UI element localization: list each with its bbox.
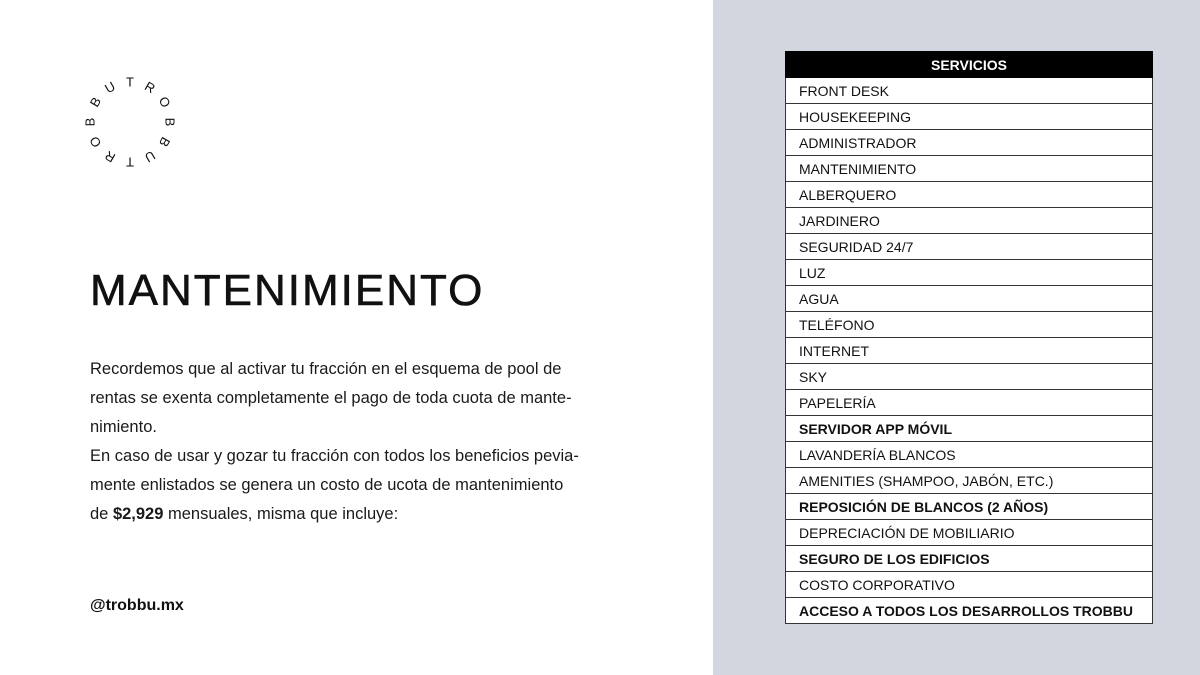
service-item: JARDINERO <box>786 208 1153 234</box>
service-item: FRONT DESK <box>786 78 1153 104</box>
table-row <box>786 286 1153 312</box>
table-row <box>786 208 1153 234</box>
logo-letter: U <box>102 78 118 97</box>
table-row <box>786 416 1153 442</box>
paragraph-2-line-1: En caso de usar y gozar tu fracción con todos los beneficios pevia- <box>90 447 579 465</box>
services-header: SERVICIOS <box>786 52 1153 78</box>
paragraph-2-line-3-prefix: de <box>90 505 113 523</box>
table-row <box>786 572 1153 598</box>
service-item: HOUSEKEEPING <box>786 104 1153 130</box>
table-row <box>786 390 1153 416</box>
maintenance-amount: $2,929 <box>112 505 164 523</box>
service-item: DEPRECIACIÓN DE MOBILIARIO <box>786 520 1153 546</box>
table-row <box>786 598 1153 624</box>
logo-letter: B <box>86 94 105 110</box>
trobbu-logo <box>78 70 182 174</box>
services-table <box>785 51 1153 624</box>
description <box>90 355 630 529</box>
service-item: ACCESO A TODOS LOS DESARROLLOS TROBBU <box>786 598 1153 624</box>
services-list <box>786 78 1153 624</box>
service-item: LAVANDERÍA BLANCOS <box>786 442 1153 468</box>
logo-letter: B <box>155 134 174 150</box>
logo-letter: T <box>126 74 134 90</box>
table-row <box>786 130 1153 156</box>
logo-letter: U <box>142 147 158 166</box>
logo-letter: R <box>142 78 158 97</box>
service-item: INTERNET <box>786 338 1153 364</box>
service-item: SERVIDOR APP MÓVIL <box>786 416 1153 442</box>
paragraph-1-line-1: Recordemos que al activar tu fracción en el esquema de pool de <box>90 360 562 378</box>
table-row <box>786 312 1153 338</box>
paragraph-2 <box>90 442 630 529</box>
logo-letter: B <box>82 117 98 127</box>
paragraph-1-line-3: nimiento. <box>90 418 157 436</box>
service-item: SEGURO DE LOS EDIFICIOS <box>786 546 1153 572</box>
page-title: MANTENIMIENTO <box>90 266 485 315</box>
logo-letter: R <box>102 147 118 166</box>
table-row <box>786 182 1153 208</box>
service-item: AGUA <box>786 286 1153 312</box>
service-item: TELÉFONO <box>786 312 1153 338</box>
service-item: COSTO CORPORATIVO <box>786 572 1153 598</box>
paragraph-2-line-3-suffix: mensuales, misma que incluye: <box>163 505 399 523</box>
paragraph-1-line-2: rentas se exenta completamente el pago de toda cuota de mante- <box>90 389 572 407</box>
table-row <box>786 520 1153 546</box>
table-row <box>786 494 1153 520</box>
service-item: ALBERQUERO <box>786 182 1153 208</box>
service-item: SKY <box>786 364 1153 390</box>
service-item: PAPELERÍA <box>786 390 1153 416</box>
service-item: MANTENIMIENTO <box>786 156 1153 182</box>
service-item: REPOSICIÓN DE BLANCOS (2 AÑOS) <box>786 494 1153 520</box>
table-row <box>786 104 1153 130</box>
paragraph-2-line-2: mente enlistados se genera un costo de ucota de mantenimiento <box>90 476 564 494</box>
table-row <box>786 442 1153 468</box>
logo-letter: B <box>162 117 178 127</box>
table-row <box>786 468 1153 494</box>
service-item: AMENITIES (SHAMPOO, JABÓN, ETC.) <box>786 468 1153 494</box>
paragraph-1 <box>90 355 630 442</box>
table-row <box>786 234 1153 260</box>
service-item: LUZ <box>786 260 1153 286</box>
logo-letter: O <box>155 93 174 111</box>
service-item: SEGURIDAD 24/7 <box>786 234 1153 260</box>
logo-letter: O <box>86 133 105 151</box>
logo-ring <box>78 70 182 174</box>
services-header-row <box>786 52 1153 78</box>
table-row <box>786 156 1153 182</box>
table-row <box>786 364 1153 390</box>
table-row <box>786 338 1153 364</box>
table-row <box>786 260 1153 286</box>
social-handle: @trobbu.mx <box>90 597 184 614</box>
service-item: ADMINISTRADOR <box>786 130 1153 156</box>
table-row <box>786 78 1153 104</box>
table-row <box>786 546 1153 572</box>
logo-letter: T <box>126 154 134 170</box>
